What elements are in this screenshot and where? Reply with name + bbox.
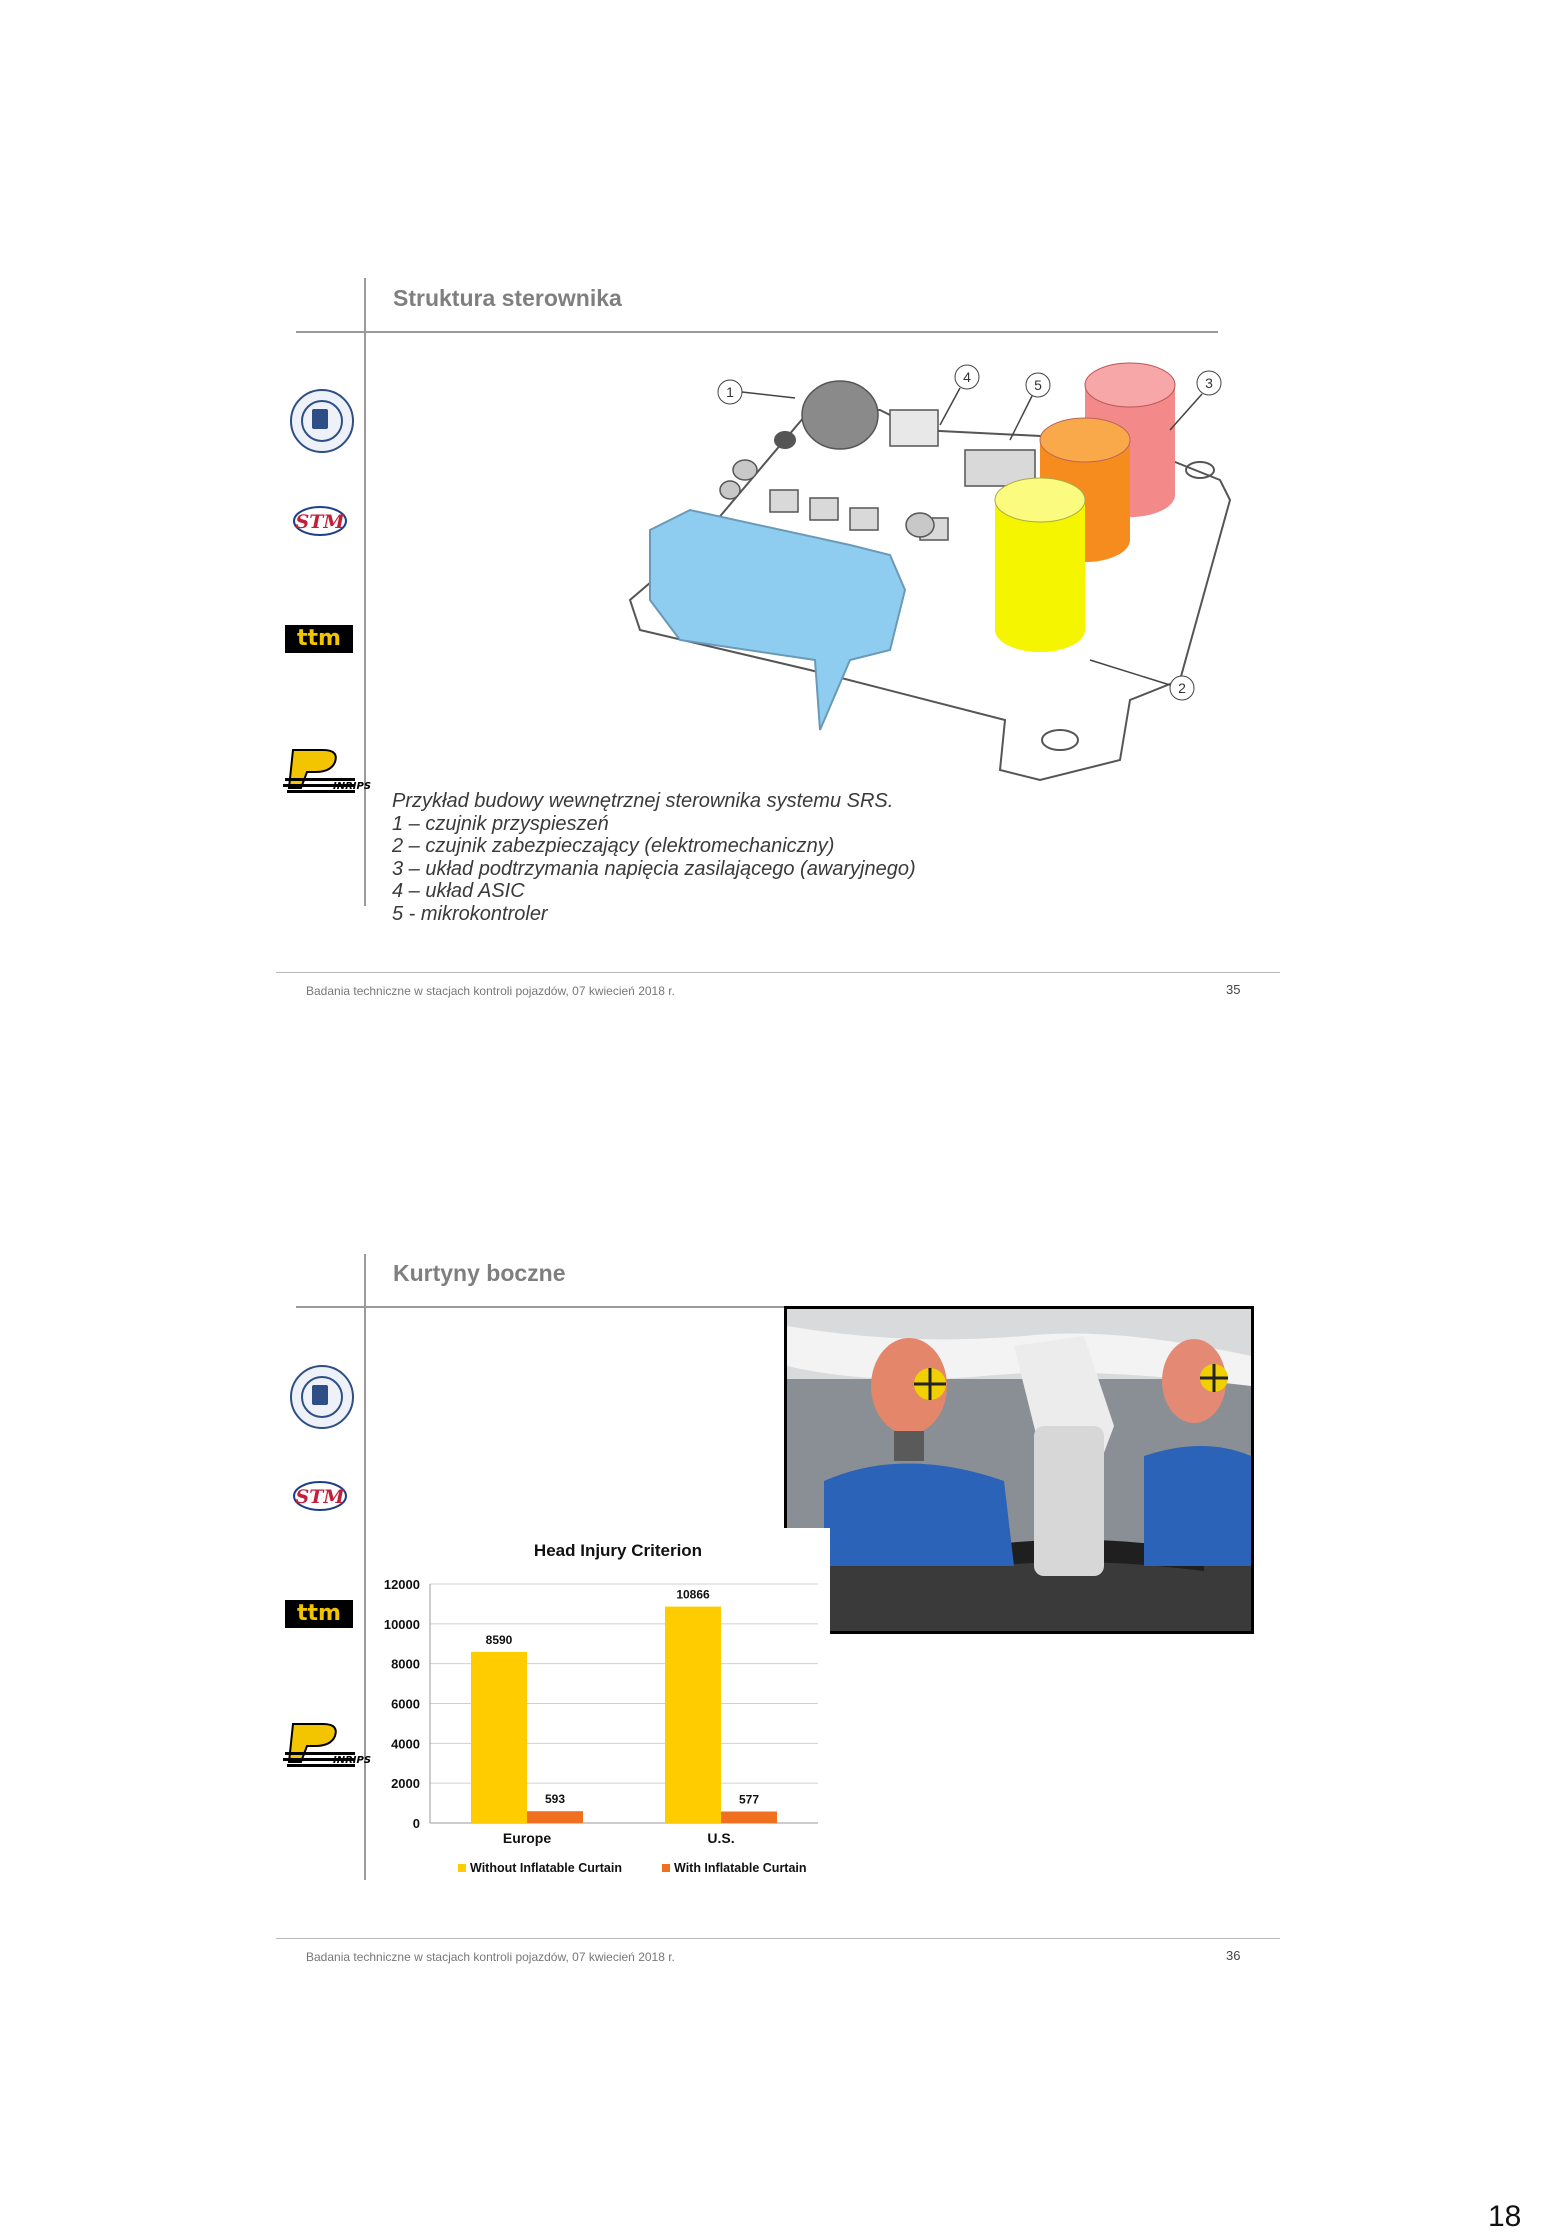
ttm-logo: ttm [285, 625, 353, 653]
srs-controller-diagram [620, 340, 1240, 790]
piarc-logo-icon [283, 748, 372, 794]
svg-text:STM: STM [295, 511, 345, 533]
x-category-label: Europe [502, 1830, 552, 1846]
caption-line: 2 – czujnik zabezpieczający (elektromechaniczny) [392, 835, 835, 857]
university-seal-icon [290, 389, 354, 453]
legend-swatch [458, 1864, 466, 1872]
stm-logo-icon [292, 1478, 348, 1514]
callout-1: 1 [726, 384, 734, 400]
y-tick-label: 0 [412, 1816, 420, 1831]
university-seal-icon [290, 1365, 354, 1429]
y-tick-label: 10000 [383, 1616, 420, 1632]
y-tick-label: 6000 [391, 1696, 420, 1712]
diagram-caption [392, 790, 916, 925]
slide-vertical-rule [364, 1254, 366, 1880]
callout-3: 3 [1205, 375, 1213, 391]
caption-line: Przykład budowy wewnętrznej sterownika systemu SRS. [392, 790, 894, 812]
caption-line: 5 - mikrokontroler [392, 902, 548, 925]
slide-vertical-rule [364, 278, 366, 906]
y-tick-label: 12000 [383, 1577, 420, 1592]
caption-line: 4 – układ ASIC [392, 880, 525, 902]
footer-rule [276, 1938, 1280, 1939]
bar [721, 1812, 777, 1823]
hic-chart [382, 1528, 830, 1888]
svg-text:INRIPS: INRIPS [333, 1755, 372, 1766]
slide-35 [0, 0, 1552, 1030]
caption-line: 3 – układ podtrzymania napięcia zasilającego (awaryjnego) [392, 857, 916, 880]
caption-line: 1 – czujnik przyspieszeń [392, 812, 609, 835]
piarc-logo-icon [283, 1722, 372, 1768]
page-number: 18 [1488, 2200, 1522, 2233]
slide-footer: Badania techniczne w stacjach kontroli pojazdów, 07 kwiecień 2018 r. [306, 984, 675, 998]
footer-rule [276, 972, 1280, 973]
data-label: 8590 [485, 1632, 513, 1647]
y-tick-label: 2000 [391, 1776, 420, 1792]
legend-label: Without Inflatable Curtain [470, 1861, 622, 1875]
slide-title: Struktura sterownika [393, 285, 622, 311]
bar [471, 1652, 527, 1823]
slide-number: 36 [1226, 1948, 1241, 1963]
slide-number: 35 [1226, 982, 1241, 997]
capacitor-yellow [995, 478, 1085, 652]
bar [665, 1607, 721, 1823]
callout-5: 5 [1034, 377, 1042, 393]
accelerometer [802, 381, 878, 449]
bar [527, 1811, 583, 1823]
slide-title: Kurtyny boczne [393, 1260, 566, 1286]
data-label: 577 [738, 1792, 760, 1807]
legend-label: With Inflatable Curtain [674, 1861, 807, 1875]
y-tick-label: 8000 [391, 1656, 420, 1672]
data-label: 10866 [676, 1587, 710, 1602]
crash-test-photo [784, 1306, 1254, 1634]
svg-text:INRIPS: INRIPS [333, 781, 372, 792]
ttm-logo: ttm [285, 1600, 353, 1628]
stm-logo-icon [292, 503, 348, 539]
y-tick-label: 4000 [391, 1736, 420, 1752]
callout-4: 4 [963, 369, 971, 385]
legend-swatch [662, 1864, 670, 1872]
data-label: 593 [544, 1792, 566, 1807]
slide-footer: Badania techniczne w stacjach kontroli pojazdów, 07 kwiecień 2018 r. [306, 1950, 675, 1964]
svg-text:STM: STM [295, 1486, 345, 1508]
x-category-label: U.S. [707, 1830, 735, 1846]
callout-2: 2 [1178, 680, 1186, 696]
chart-title: Head Injury Criterion [533, 1541, 703, 1560]
title-underline [296, 331, 1218, 333]
